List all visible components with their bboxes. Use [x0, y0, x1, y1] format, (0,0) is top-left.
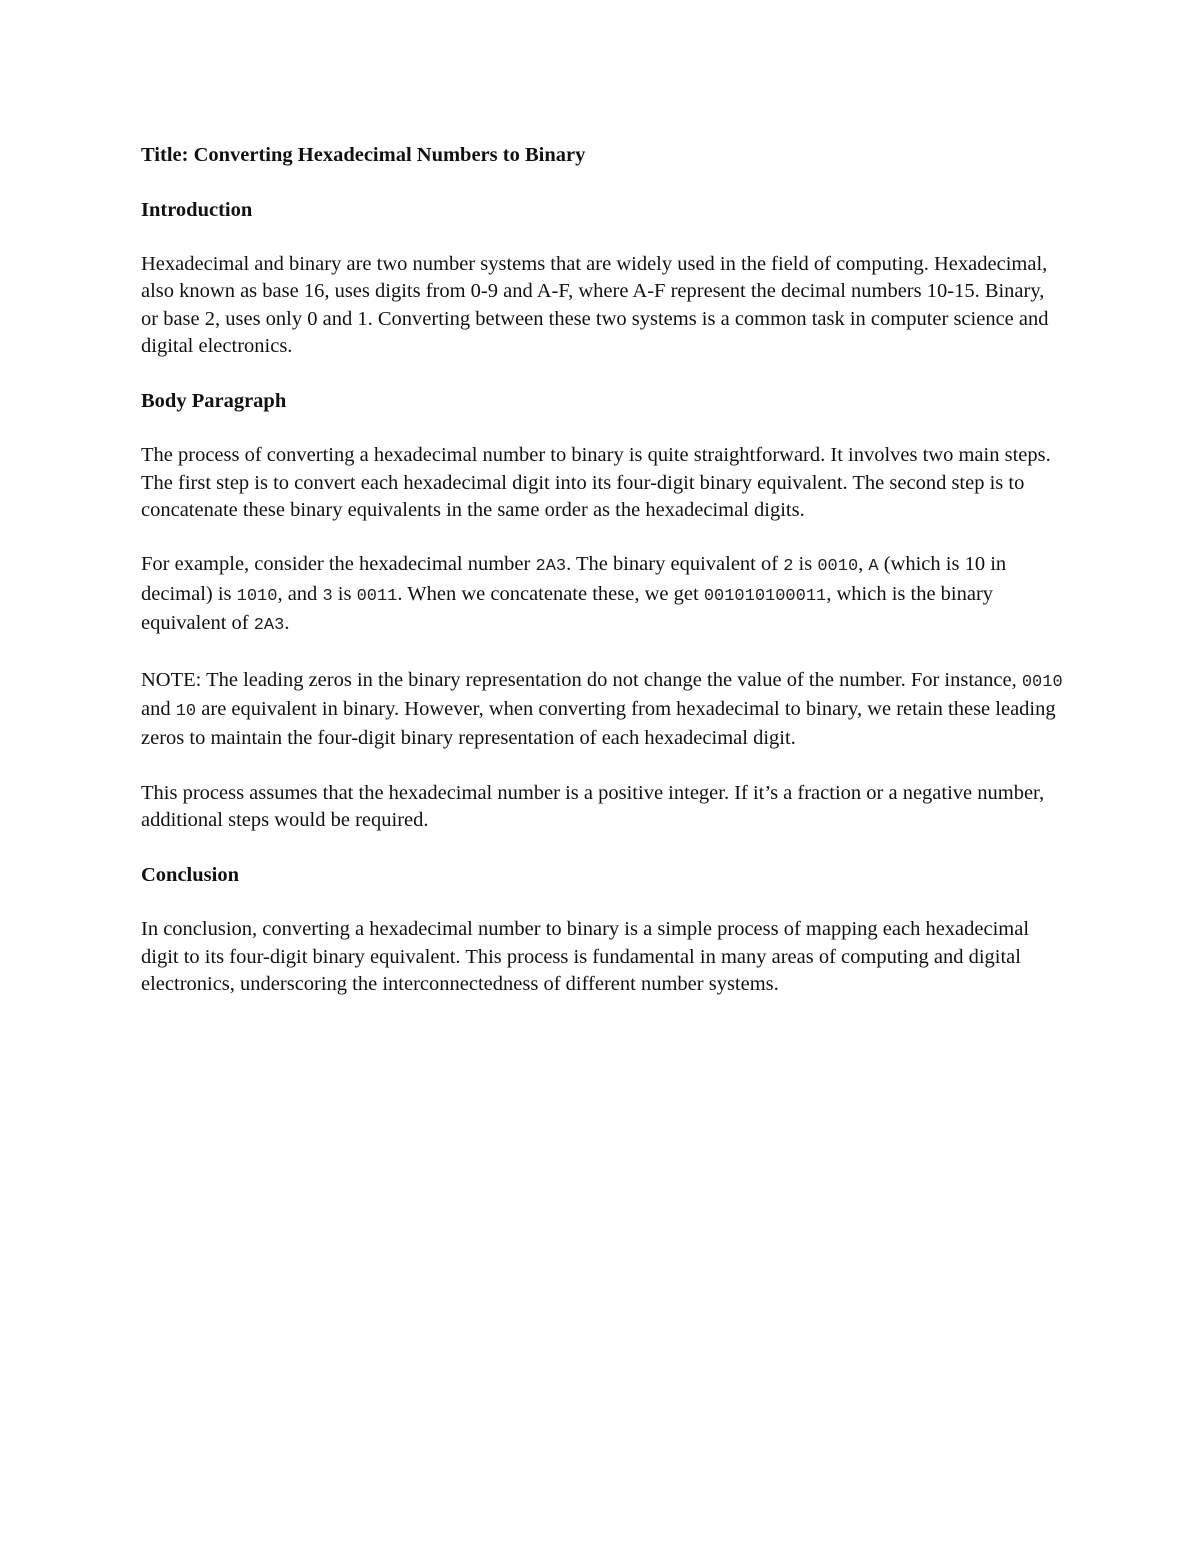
- conclusion-paragraph: In conclusion, converting a hexadecimal number to binary is a simple process of mapping each hexadecimal digit to its four-digit binary equivalent. This process is fundamental in many areas of computing and digital electronics, underscoring the interconnectedness of different number systems.: [141, 918, 1030, 995]
- title-prefix: Title:: [141, 144, 194, 166]
- example-text: is: [332, 582, 357, 605]
- example-text: ,: [858, 553, 869, 576]
- example-text: is: [793, 553, 818, 576]
- example-code: 1010: [236, 586, 278, 606]
- note-code: 10: [175, 701, 197, 721]
- example-code: 0010: [817, 557, 859, 577]
- example-text: (which is 10 in decimal) is: [141, 553, 1007, 605]
- example-text: .: [284, 612, 290, 635]
- note-text: NOTE: The leading zeros in the binary representation do not change the value of the number. For instance,: [141, 668, 1022, 691]
- example-code: 2: [783, 557, 794, 577]
- example-text: . When we concatenate these, we get: [397, 582, 704, 605]
- example-text: For example, consider the hexadecimal number: [141, 553, 536, 576]
- conclusion-heading: Conclusion: [141, 863, 239, 886]
- note-text: and: [141, 697, 176, 720]
- example-code: 2A3: [253, 616, 285, 636]
- body-heading: Body Paragraph: [141, 389, 287, 412]
- body-paragraph-assumption: This process assumes that the hexadecimal number is a positive integer. If it’s a fraction or a negative number, additional steps would be required.: [141, 781, 1045, 832]
- example-text: , and: [277, 582, 323, 605]
- example-code: 3: [322, 586, 333, 606]
- note-code: 0010: [1021, 672, 1063, 692]
- body-paragraph-process: The process of converting a hexadecimal number to binary is quite straightforward. It involves two main steps. The first step is to convert each hexadecimal digit into its four-digit binary equivalent. The second step is to concatenate these binary equivalents in the same order as the hexadecimal digits.: [141, 444, 1051, 521]
- example-code: 001010100011: [703, 586, 827, 606]
- document-content: [141, 142, 1066, 1026]
- introduction-paragraph: Hexadecimal and binary are two number systems that are widely used in the field of computing. Hexadecimal, also known as base 16, uses digits from 0-9 and A-F, where A-F represent the decimal numbers 10-15. Binary, or base 2, uses only 0 and 1. Converting between these two systems is a common task in computer science and digital electronics.: [141, 253, 1049, 358]
- document-title: [141, 142, 1066, 169]
- example-code: 0011: [356, 586, 398, 606]
- introduction-heading: Introduction: [141, 198, 253, 221]
- title-text: Converting Hexadecimal Numbers to Binary: [193, 144, 586, 166]
- example-code: 2A3: [535, 557, 567, 577]
- example-text: , which is the binary equivalent of: [141, 582, 994, 635]
- body-paragraph-note: [141, 667, 1066, 753]
- example-text: . The binary equivalent of: [566, 553, 784, 576]
- note-text: are equivalent in binary. However, when converting from hexadecimal to binary, we retain these leading zeros to maintain the four-digit binary representation of each hexadecimal digit.: [141, 697, 1056, 750]
- body-paragraph-example: [141, 551, 1066, 639]
- example-code: A: [868, 557, 879, 577]
